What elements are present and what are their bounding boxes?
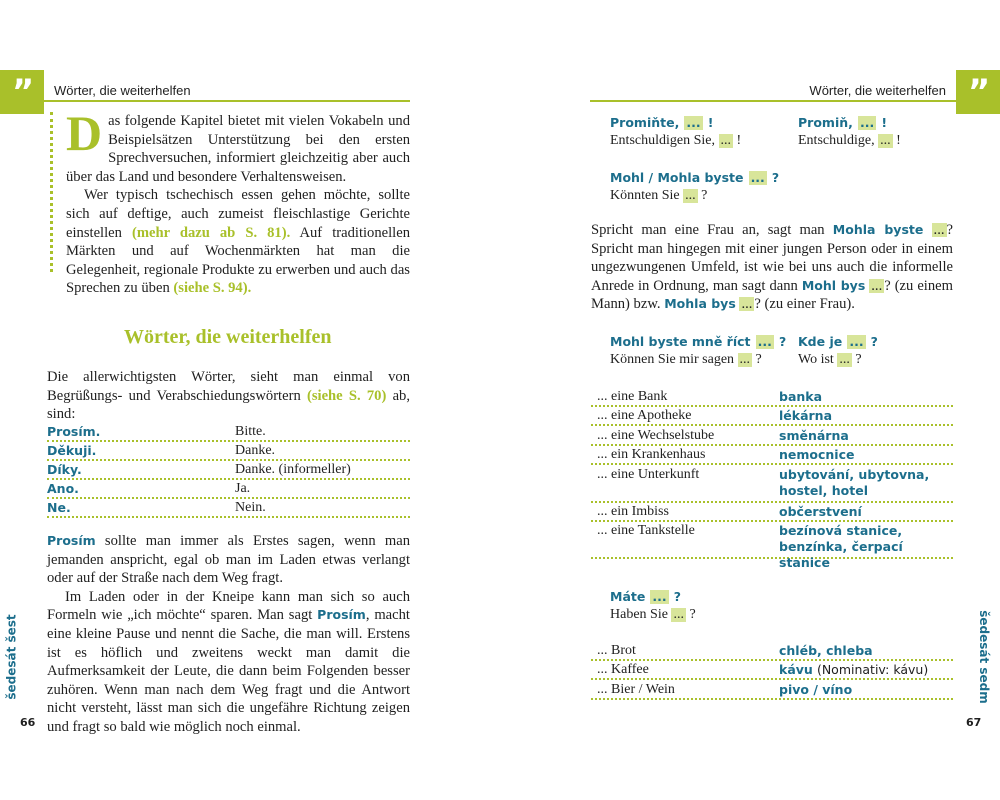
word-de: Ja. <box>235 481 251 496</box>
lead-text-b: ab, sind: <box>47 387 410 423</box>
left-header-title: Wörter, die weiterhelfen <box>54 83 191 98</box>
table-row <box>591 387 953 407</box>
phrase-kde-je <box>798 331 958 368</box>
placeholder: ... <box>757 334 772 349</box>
phrase-tail: ? <box>673 589 682 604</box>
table-row <box>591 502 953 522</box>
phrase-de: Wo ist <box>798 352 834 367</box>
table-row <box>591 465 953 503</box>
left-page-number: 66 <box>20 716 36 729</box>
prosim-paragraph <box>47 532 410 737</box>
placeholder: ... <box>739 352 751 367</box>
quote-icon: ” <box>0 70 44 114</box>
placeholder: ... <box>741 296 753 313</box>
placeholder: ... <box>849 334 864 349</box>
phrase-de: Entschuldigen Sie, <box>610 133 715 148</box>
phrase-tail: ! <box>881 115 888 130</box>
placeholder: ... <box>720 133 731 148</box>
right-header-title: Wörter, die weiterhelfen <box>809 83 946 98</box>
place-cz: nemocnice <box>779 447 855 462</box>
link-siehe-s94[interactable]: (siehe S. 94). <box>173 280 252 297</box>
word-cz: Děkuji. <box>47 443 97 458</box>
intro-p2-text-a: Wer typisch tschechisch essen gehen möchte, sollte sich auf deftige, auch zumeist fleischlastige Gerichte einstellen <box>66 187 410 241</box>
phrase-cz: Mohl / Mohla byste <box>610 170 744 185</box>
placeholder: ... <box>880 133 891 148</box>
placeholder: ... <box>686 115 701 130</box>
phrase-cz: Promiň, <box>798 115 853 130</box>
link-siehe-s70[interactable]: (siehe S. 70) <box>306 387 387 404</box>
table-row <box>591 641 953 661</box>
phrase-mate <box>610 586 810 623</box>
placeholder: ... <box>933 222 945 238</box>
word-de: Nein. <box>235 500 266 515</box>
prosim-text: sollte man immer als Erstes sagen, wenn man jemanden anspricht, egal ob man im Laden etwas verlangt oder auf der Straße nach dem Weg fragt. <box>47 533 410 587</box>
phrase-tail: ! <box>736 133 742 148</box>
phrase-tail: ? <box>870 334 878 349</box>
intro-paragraph-1: as folgende Kapitel bietet mit vielen Vokabeln und Beispielsätzen Unterstützung bei den ersten Sprechversuchen, informiert gleichzeitig aber auch über das Land und besondere Verhaltensweisen. <box>66 113 410 185</box>
phrase-tail: ? <box>689 607 696 622</box>
table-row <box>591 680 953 700</box>
place-cz: ubytování, ubytovna, hostel, hotel <box>779 467 930 498</box>
phrase-cz: Kde je <box>798 334 843 349</box>
phrase-de: Haben Sie <box>610 607 668 622</box>
phrase-tail: ? <box>778 334 787 349</box>
place-de: ... eine Wechselstube <box>597 428 715 443</box>
placeholder: ... <box>859 115 875 130</box>
phrase-de: Könnten Sie <box>610 188 680 203</box>
word-mohla-byste: Mohla byste <box>832 222 924 237</box>
table-row <box>591 660 953 680</box>
placeholder: ... <box>685 188 696 203</box>
good-cz: kávu <box>779 662 813 677</box>
intro-text <box>66 105 411 298</box>
place-cz: lékárna <box>779 408 833 423</box>
place-cz: bezínová stanice, benzínka, čerpací stanice <box>779 523 903 570</box>
table-row <box>591 426 953 446</box>
phrase-rict <box>610 331 795 368</box>
kneipe-text-a: Im Laden oder in der Kneipe kann man sich so auch Formeln wie „ich möchte“ sparen. Man sagt <box>47 588 410 624</box>
placeholder: ... <box>871 277 883 294</box>
place-de: ... eine Unterkunft <box>597 467 700 482</box>
word-cz: Prosím. <box>47 424 101 439</box>
anrede-text-c: ? (zu einem Mann) bzw. <box>591 277 953 313</box>
left-header-rule <box>44 100 410 102</box>
word-cz: Ano. <box>47 481 79 496</box>
table-row <box>47 460 410 480</box>
place-de: ... ein Imbiss <box>597 504 669 519</box>
table-row <box>591 521 953 570</box>
placeholder: ... <box>750 170 765 185</box>
place-de: ... eine Tankstelle <box>597 523 695 538</box>
lead-text-a: Die allerwichtigsten Wörter, sieht man einmal von Begrüßungs- und Verabschiedungswörtern <box>47 369 410 404</box>
good-note: (Nominativ: kávu) <box>816 662 929 677</box>
phrase-promin <box>798 112 958 149</box>
table-row <box>591 406 953 426</box>
placeholder: ... <box>652 589 667 604</box>
word-mohl-bys: Mohl bys <box>801 277 866 293</box>
phrase-de: Können Sie mir sagen <box>610 352 735 367</box>
place-de: ... eine Bank <box>597 389 668 404</box>
good-cz: chléb, chleba <box>779 643 873 658</box>
phrase-tail: ! <box>896 133 901 148</box>
anrede-text-d: ? (zu einer Frau). <box>754 296 855 313</box>
phrase-tail: ? <box>701 188 708 203</box>
word-mohla-bys: Mohla bys <box>664 296 736 312</box>
table-row <box>47 422 410 442</box>
word-prosim-2: Prosím <box>317 607 366 623</box>
phrase-tail: ? <box>771 170 780 185</box>
anrede-paragraph <box>591 221 953 314</box>
phrase-mohl-byste <box>610 167 910 204</box>
kneipe-text-b: , macht eine kleine Pause und nennt die Sache, die man will. Erstens ist es höflich und zweitens weckt man damit die Aufmerksamkeit der Leute, die dann beim Folgenden besser zuhören. Wenn man nach dem Weg fragt und die Antwort nicht versteht, lässt man sich die ungefähre Richtung zeigen und fragt so bald wie möglich noch einmal. <box>47 607 410 735</box>
table-row <box>47 479 410 499</box>
dropcap: D <box>66 105 103 161</box>
lead-paragraph <box>47 368 410 424</box>
phrase-cz: Mohl byste mně říct <box>610 334 751 349</box>
right-page-number: 67 <box>966 716 982 729</box>
left-side-label: šedesát šest <box>4 614 19 700</box>
anrede-text-a: Spricht man eine Frau an, sagt man <box>591 222 825 238</box>
phrase-tail: ! <box>707 115 714 130</box>
place-cz: občerstvení <box>779 504 862 519</box>
table-row <box>591 445 953 465</box>
intro-paragraph-2 <box>66 186 410 298</box>
word-de: Bitte. <box>235 424 266 439</box>
section-title: Wörter, die weiterhelfen <box>124 326 332 348</box>
word-cz: Díky. <box>47 462 82 477</box>
good-de: ... Bier / Wein <box>597 682 675 697</box>
phrase-prominte <box>610 112 790 149</box>
word-de: Danke. <box>235 443 276 458</box>
word-cz: Ne. <box>47 500 71 515</box>
link-mehr-dazu[interactable]: (mehr dazu ab S. 81). <box>131 224 291 241</box>
placeholder: ... <box>673 607 684 622</box>
intro-dotted-bar <box>50 112 53 272</box>
place-cz: banka <box>779 389 823 404</box>
right-header-rule <box>590 100 956 102</box>
phrase-tail: ? <box>855 352 862 367</box>
anrede-text-b: ? Spricht man hingegen mit einer jungen Person oder in einem ungezwungenen Umfeld, ist wie bei uns auch die informelle Anrede in Ordnung, man sagt dann <box>591 222 953 294</box>
good-cz: pivo / víno <box>779 682 853 697</box>
table-row <box>47 498 410 518</box>
phrase-de: Entschuldige, <box>798 133 875 148</box>
kneipe-paragraph <box>47 588 410 737</box>
good-de: ... Brot <box>597 643 636 658</box>
place-cz: směnárna <box>779 428 849 443</box>
phrase-cz: Promiňte, <box>610 115 680 130</box>
table-row <box>47 441 410 461</box>
intro-p2-text-b: Auf traditionellen Märkten und auf Wochenmärkten hat man die Gelegenheit, regionale Produkte zu erwerben und auch das Sprechen zu üben <box>66 224 411 297</box>
phrase-cz: Máte <box>610 589 646 604</box>
quote-icon-right: ” <box>956 70 1000 114</box>
place-de: ... eine Apotheke <box>597 408 692 423</box>
phrase-tail: ? <box>755 352 762 367</box>
place-de: ... ein Krankenhaus <box>597 447 706 462</box>
good-de: ... Kaffee <box>597 662 649 677</box>
word-prosim: Prosím <box>47 533 96 548</box>
right-side-label: šedesát sedm <box>976 610 991 704</box>
word-de: Danke. (informeller) <box>235 462 351 477</box>
placeholder: ... <box>839 352 850 367</box>
